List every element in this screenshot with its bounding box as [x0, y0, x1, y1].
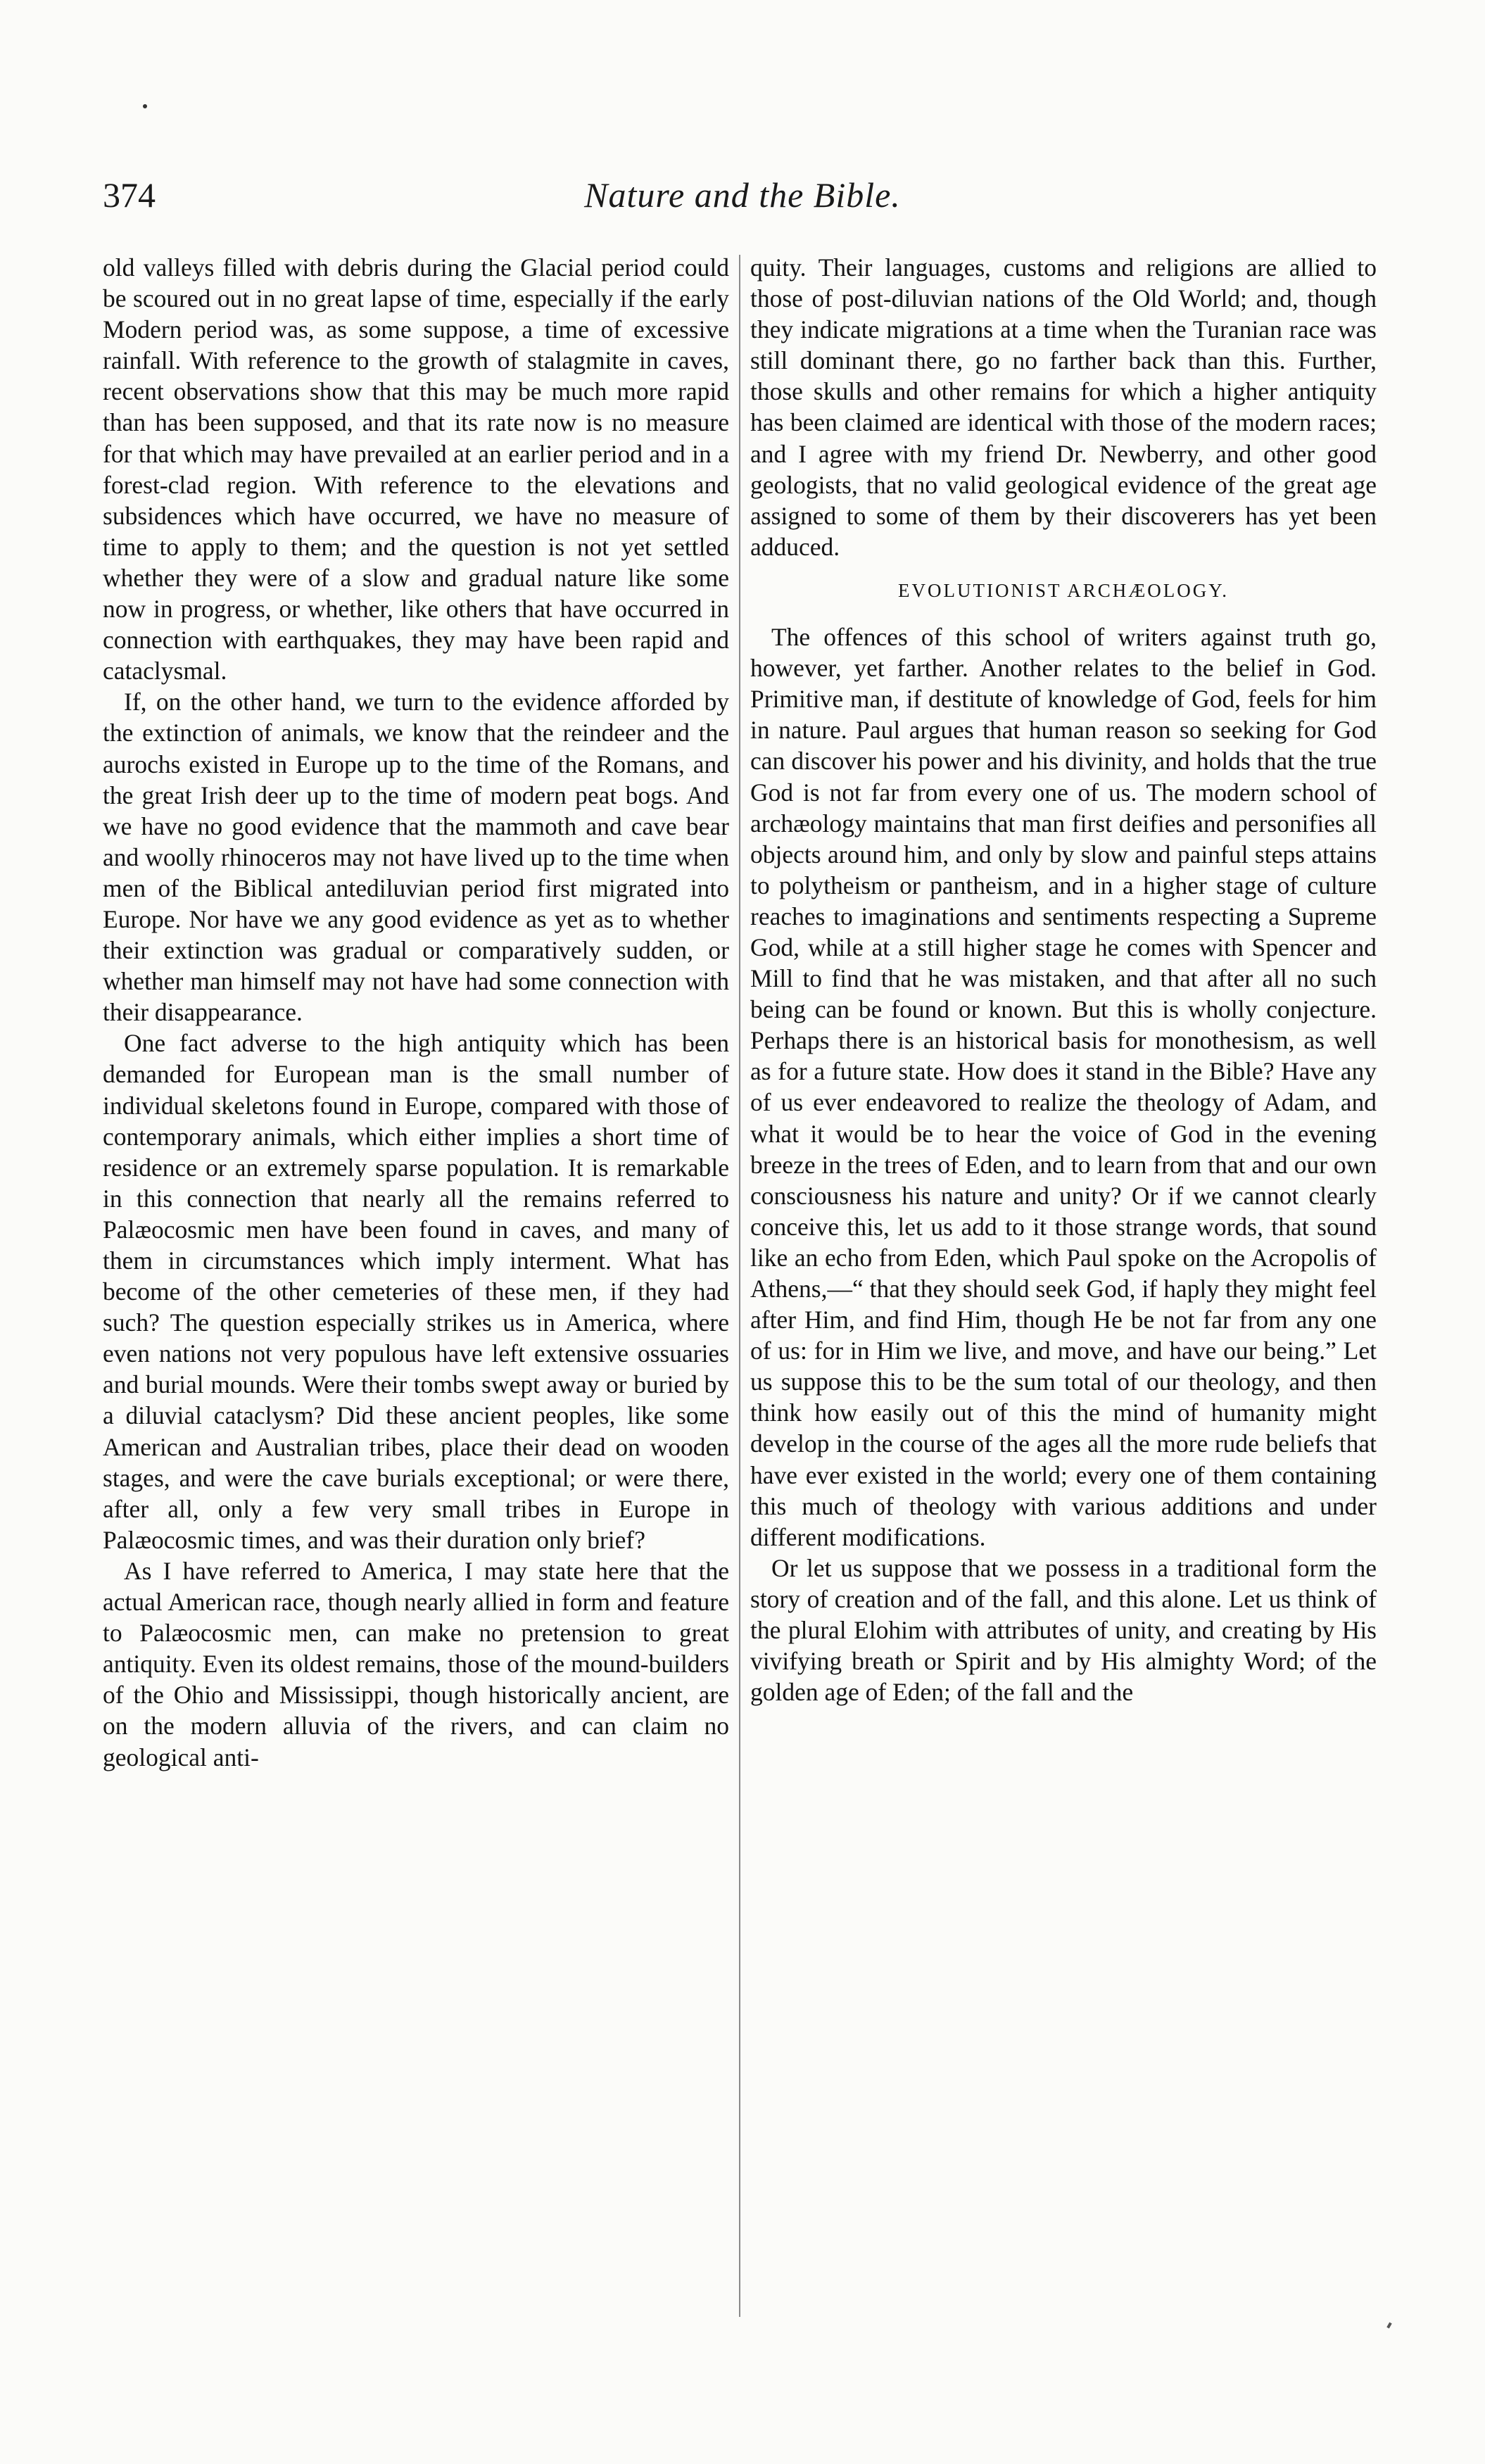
paragraph: As I have referred to America, I may state here that the actual American race, though nearly allied in form and feature to Palæocosmic men, can make no pretension to great antiquity. Even its oldest remains, those of the mound-builders of the Ohio and Mississippi, though historically ancient, are on the modern alluvia of the rivers, and can claim no geological anti-	[103, 1556, 729, 1771]
page-header	[103, 175, 1382, 231]
section-heading: EVOLUTIONIST ARCHÆOLOGY.	[897, 579, 1229, 601]
paragraph: quity. Their languages, customs and religions are allied to those of post-diluvian nations of the Old World; and, though they indicate migrations at a time when the Turanian race was still dominant there, go no farther back than this. Further, those skulls and other remains for which a higher antiquity has been claimed are identical with those of the modern races; and I agree with my friend Dr. Newberry, and other good geologists, that no valid geological evidence of the great age assigned to some of them by their discoverers has yet been adduced.	[750, 253, 1377, 561]
paragraph: old valleys filled with debris during the Glacial period could be scoured out in no great lapse of time, especially if the early Modern period was, as some suppose, a time of excessive rainfall. With reference to the growth of stalagmite in caves, recent observations show that this may be much more rapid than has been supposed, and that its rate now is no measure for that which may have prevailed at an earlier period and in a forest-clad region. With reference to the elevations and subsidences which have occurred, we have no measure of time to apply to them; and the question is not yet settled whether they were of a slow and gradual nature like some now in progress, or whether, like others that have occurred in connection with earthquakes, they may have been rapid and cataclysmal.	[103, 253, 729, 686]
column-divider	[739, 255, 740, 2317]
left-column	[103, 252, 729, 1773]
right-column	[750, 252, 1377, 1707]
paragraph: Or let us suppose that we possess in a traditional form the story of creation and of the fall, and this alone. Let us think of the plural Elohim with attributes of unity, and creating by His vivifying breath or Spirit and by His almighty Word; of the golden age of Eden; of the fall and the	[750, 1553, 1377, 1707]
ink-speck	[143, 104, 147, 108]
page-number: 374	[103, 175, 156, 215]
paragraph: One fact adverse to the high antiquity which has been demanded for European man is the small number of individual skeletons found in Europe, compared with those of contemporary animals, which either implies a short time of residence or an extremely sparse population. It is remarkable in this connection that nearly all the remains referred to Palæocosmic men have been found in caves, and many of them in circumstances which imply interment. What has become of the other cemeteries of these men, if they had such? The question especially strikes us in America, where even nations not very populous have left extensive ossuaries and burial mounds. Were their tombs swept away or buried by a diluvial cataclysm? Did these ancient peoples, like some American and Australian tribes, place their dead on wooden stages, and were the cave burials exceptional; or were there, after all, only a few very small tribes in Europe in Palæocosmic times, and was their duration only brief?	[103, 1029, 729, 1554]
paragraph: If, on the other hand, we turn to the evidence afforded by the extinction of animals, we know that the reindeer and the aurochs existed in Europe up to the time of the Romans, and the great Irish deer up to the time of modern peat bogs. And we have no good evidence that the mammoth and cave bear and woolly rhinoceros may not have lived up to the time when men of the Biblical antediluvian period first migrated into Europe. Nor have we any good evidence as yet as to whether their extinction was gradual or comparatively sudden, or whether man himself may not have had some connection with their disappearance.	[103, 688, 729, 1027]
paragraph: The offences of this school of writers against truth go, however, yet farther. Another relates to the belief in God. Primitive man, if destitute of knowledge of God, feels for him in nature. Paul argues that human reason so seeking for God can discover his power and his divinity, and holds that the true God is not far from every one of us. The modern school of archæology maintains that man first deifies and personifies all objects around him, and only by slow and painful steps attains to polytheism or pantheism, and in a higher stage of culture reaches to imaginations and sentiments respecting a Supreme God, while at a still higher stage he comes with Spencer and Mill to find that he was mistaken, and that after all no such being can be found or known. But this is wholly conjecture. Perhaps there is an historical basis for monothesism, as well as for a future state. How does it stand in the Bible? Have any of us ever endeavored to realize the theology of Adam, and what it would be to hear the voice of God in the evening breeze in the trees of Eden, and to learn from that and our own consciousness his nature and unity? Or if we cannot clearly conceive this, let us add to it those strange words, that sound like an echo from Eden, which Paul spoke on the Acropolis of Athens,—“ that they should seek God, if haply they might feel after Him, and find Him, though He be not far from any one of us: for in Him we live, and move, and have our being.” Let us suppose this to be the sum total of our theology, and then think how easily out of this the mind of humanity might develop in the course of the ages all the more rude beliefs that have ever existed in the world; every one of them containing this much of theology with various additions and under different modifications.	[750, 623, 1377, 1551]
running-title: Nature and the Bible.	[584, 175, 901, 215]
ink-speck	[1386, 2323, 1391, 2329]
